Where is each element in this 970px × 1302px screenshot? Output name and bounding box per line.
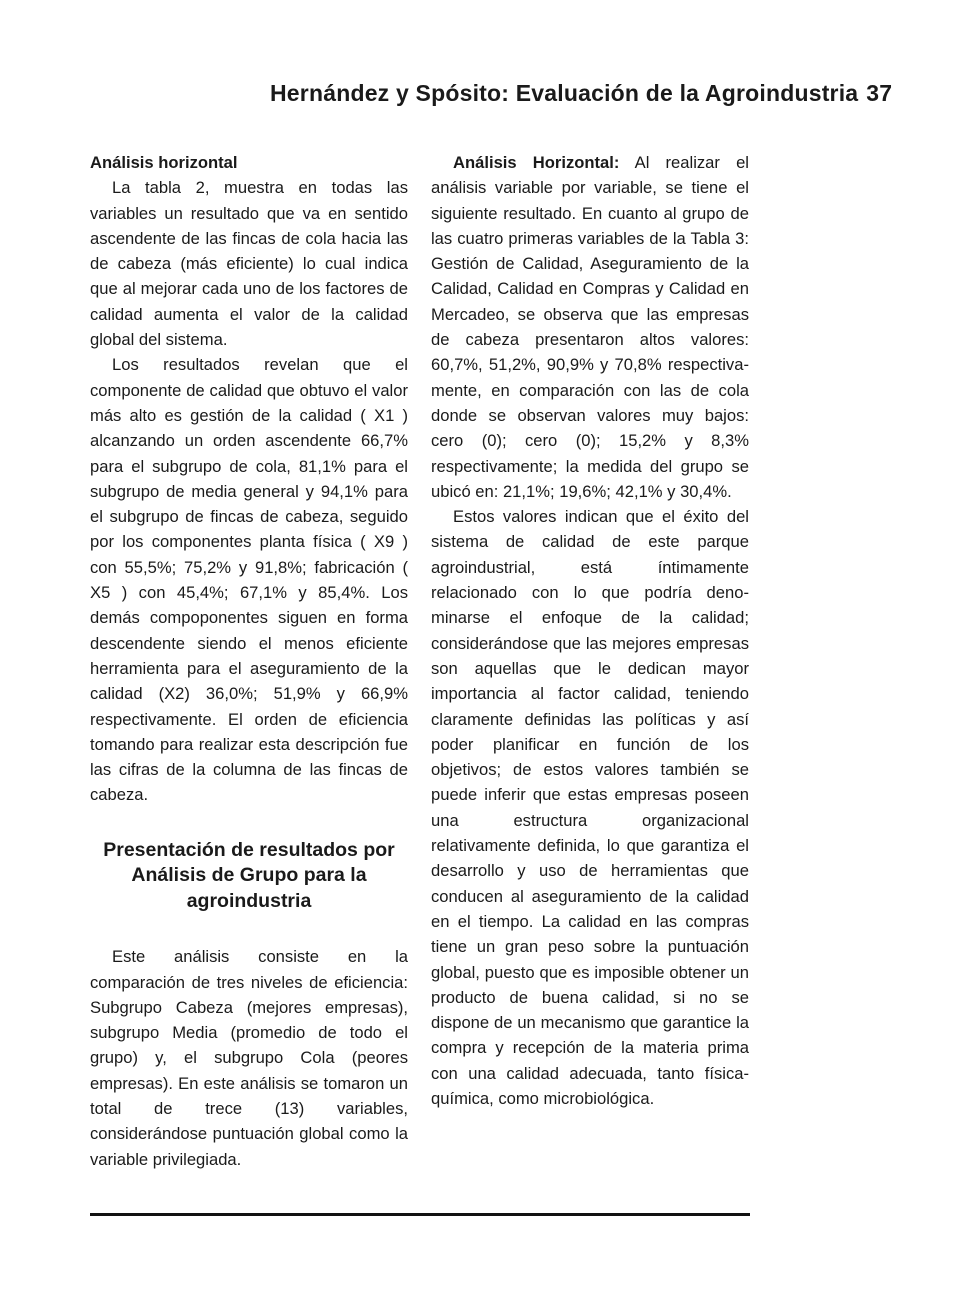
left-paragraph-2: Los resultados revelan que el componente de calidad que obtuvo el valor más alto es gestión de la calidad ( X1 ) alcanzando un orden ascendente 66,7% para el subgrupo de cola, 81,1% para el subgrupo de media general y 94,1% para el subgrupo de fincas de cabeza, seguido por los componentes planta física ( X9 ) con 55,5%; 75,2% y 91,8%; fabricación ( X5 ) con 45,4%; 67,1% y 85,4%. Los demás compoponentes siguen en forma descendente siendo el menos eficiente herramienta para el aseguramiento de la calidad (X2) 36,0%; 51,9% y 66,9% respectivamente. El orden de eficiencia tomando para realizar esta descripción fue las cifras de la columna de las fincas de cabeza. xyxy=(90,355,408,805)
running-title: Hernández y Spósito: Evaluación de la Agroindustria xyxy=(270,80,859,106)
right-paragraph-1-body: Al realizar el análisis variable por variable, se tiene el siguiente resultado. En cuanto al grupo de las cuatro primeras variables de la Tabla 3: Gestión de Calidad, Aseguramiento de la Calidad, Calidad en Compras y Calidad en Mercadeo, se observa que las empresas de cabeza presentaron altos valores: 60,7%, 51,2%, 90,9% y 70,8% respectivamente, en comparación con las de cola donde se observan valores muy bajos: cero (0); cero (0); 15,2% y 8,3% respectivamente; la medida del grupo se ubicó en: 21,1%; 19,6%; 42,1% y 30,4%. xyxy=(431,153,749,501)
right-column xyxy=(431,150,749,1111)
left-paragraph-3: Este análisis consiste en la comparación de tres niveles de eficiencia: Subgrupo Cabeza (mejores empresas), subgrupo Media (promedio de todo el grupo) y, el subgrupo Cola (peores empresas). En este análisis se tomaron un total de trece (13) variables, considerándose puntuación global como la variable privilegiada. xyxy=(90,947,408,1169)
left-paragraph-1: La tabla 2, muestra en todas las variables un resultado que va en sentido ascendente de las fincas de cola hacia las de cabeza (más eficiente) lo cual indica que al mejorar cada uno de los factores de calidad aumenta el valor de la calidad global del sistema. xyxy=(90,178,408,350)
left-column xyxy=(90,150,408,1172)
running-header xyxy=(270,80,893,107)
section-title xyxy=(90,838,408,915)
page-number: 37 xyxy=(866,80,893,106)
right-paragraph-2: Estos valores indican que el éxito del sistema de calidad de este parque agroindustrial, está íntimamente relacionado con lo que podría denominarse el enfoque de la calidad; considerándose que las mejores empresas son aquellas que le dedican mayor importancia al factor calidad, teniendo claramente definidas las políticas y así poder planificar en función de los objetivos; de estos valores también se puede inferir que estas empresas poseen una estructura organizacional relativamente definida, lo que garantiza el desarrollo y uso de herramientas que conducen al aseguramiento de la calidad en el tiempo. La calidad en las compras tiene un gran peso sobre la puntuación global, puesto que es imposible obtener un producto de buena calidad, si no se dispone de un mecanismo que garantice la compra y recepción de la materia prima con una calidad adecuada, tanto física-química, como microbiológica. xyxy=(431,507,749,1108)
right-paragraph-1-lead: Análisis Horizontal: xyxy=(453,153,620,172)
bottom-rule xyxy=(90,1213,750,1216)
right-paragraph-1 xyxy=(431,150,749,504)
section-title-line-3: agroindustria xyxy=(186,889,312,912)
section-title-line-1: Presentación de resultados por xyxy=(103,838,395,861)
subhead-analisis-horizontal: Análisis horizontal xyxy=(90,153,238,172)
section-title-line-2: Análisis de Grupo para la xyxy=(131,864,367,887)
